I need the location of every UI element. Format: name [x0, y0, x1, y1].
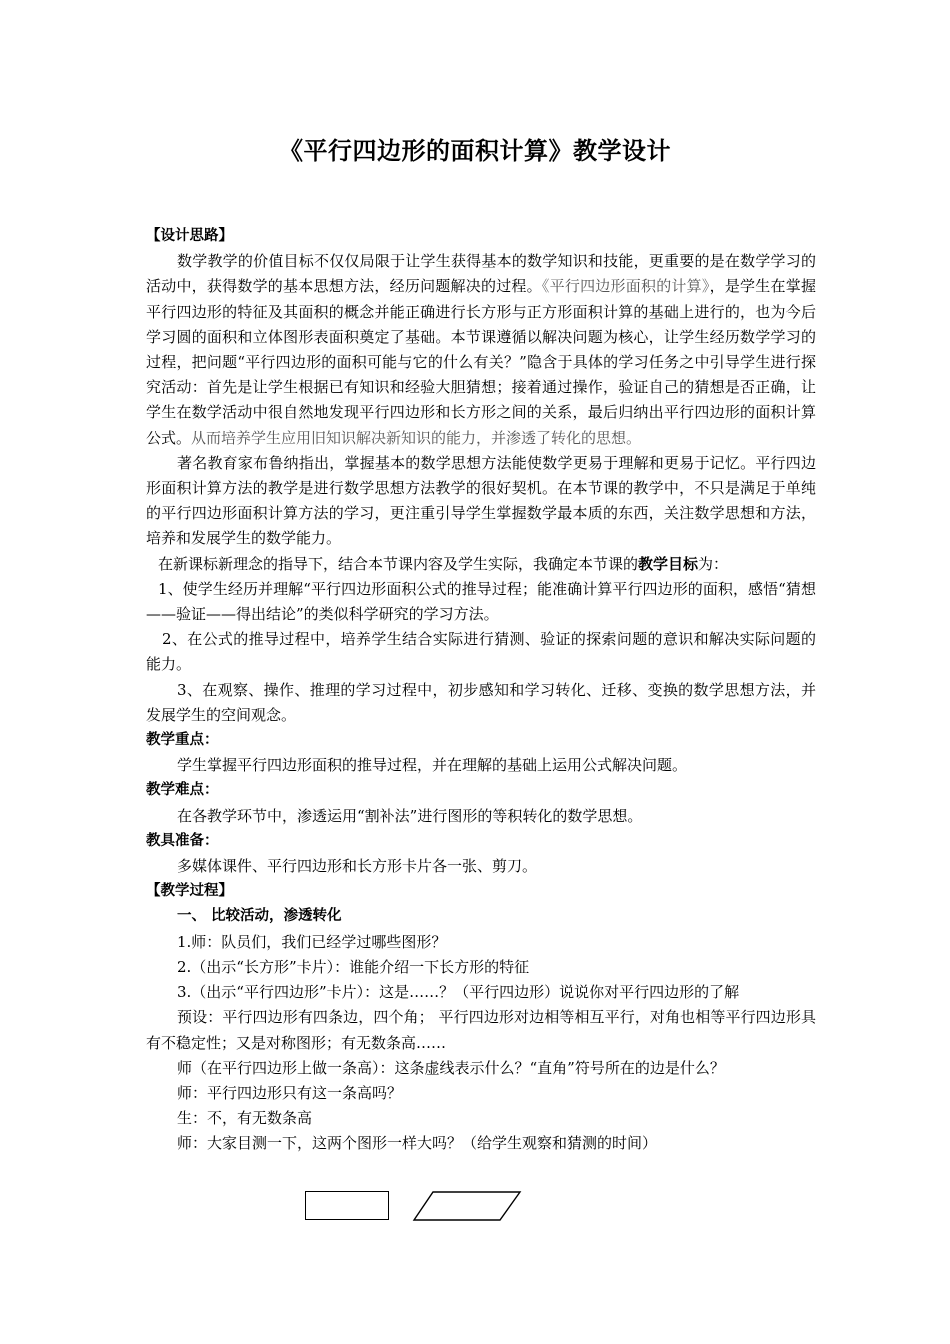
goal-intro: [146, 552, 816, 577]
goal-item-3: 3、在观察、操作、推理的学习过程中，初步感知和学习转化、迁移、变换的数学思想方法，并发展学生的空间观念。: [146, 680, 816, 724]
teacher-line-1: 师（在平行四边形上做一条高）：这条虚线表示什么？“直角”符号所在的边是什么？: [177, 1058, 725, 1077]
design-p1-part-c: ，是学生在掌握平行四边形的特征及其面积的概念并能正确进行长方形与正方形面积计算的基础上进行的，也为今后学习圆的面积和立体图形表面积奠定了基础。本节课遵循以解决问题为核心，让学生经历数学学习的过程，把问题“平行四边形的面积可能与它的什么有关？”隐含于具体的学习任务之中引导学生进行探究活动：首先是让学生根据已有知识和经验大胆猜想；接着通过操作，验证自己的猜想是否正确，让学生在数学活动中很自然地发现平行四边形和长方形之间的关系，最后归纳出平行四边形的面积计算公式。: [146, 277, 816, 447]
teacher-line-2: 师：平行四边形只有这一条高吗？: [177, 1083, 403, 1102]
design-p1-part-b: 《平行四边形面积的计算》: [541, 277, 710, 296]
teacher-line-3: 师：大家目测一下，这两个图形一样大吗？（给学生观察和猜测的时间）: [177, 1134, 658, 1153]
step-3: 3.（出示“平行四边形”卡片）：这是……？（平行四边形）说说你对平行四边形的了解: [177, 983, 740, 1002]
step-1: 1.师：队员们，我们已经学过哪些图形？: [177, 932, 447, 951]
design-p1-part-a: 数学教学的价值目标不仅仅局限于让学生获得基本的数学知识和技能，更重要的是在数学学习的活动中，获得数学的基本思想方法，经历问题解决的过程。: [146, 252, 816, 296]
document-title: 《平行四边形的面积计算》教学设计: [279, 137, 671, 165]
goal-intro-c: 为：: [698, 554, 729, 573]
difficulty-heading: 教学难点：: [146, 782, 219, 799]
student-line-1: 生：不，有无数条高: [177, 1109, 313, 1128]
design-paragraph-2: 著名教育家布鲁纳指出，掌握基本的数学思想方法能使数学更易于理解和更易于记忆。平行四边形面积计算方法的教学是进行数学思想方法教学的很好契机。在本节课的教学中，不只是满足于单纯的平行四边形面积计算方法的学习，更注重引导学生掌握数学最本质的东西，关注数学思想和方法，培养和发展学生的数学能力。: [146, 453, 816, 548]
goal-item-2: 2、在公式的推导过程中，培养学生结合实际进行猜测、验证的探索问题的意识和解决实际问题的能力。: [146, 630, 816, 674]
goal-intro-a: 在新课标新理念的指导下，结合本节课内容及学生实际，我确定本节课的: [158, 554, 639, 573]
design-heading: 【设计思路】: [146, 228, 233, 244]
document-body: [146, 224, 816, 1157]
preset-answer: 预设：平行四边形有四条边，四个角； 平行四边形对边相等相互平行，对角也相等平行四边形具有不稳定性；又是对称图形；有无数条高……: [146, 1008, 816, 1052]
tools-heading: 教具准备：: [146, 832, 219, 849]
section-1-heading: 一、 比较活动，渗透转化: [177, 908, 342, 925]
difficulty-text: 在各教学环节中，渗透运用“割补法”进行图形的等积转化的数学思想。: [177, 806, 643, 825]
step-2: 2.（出示“长方形”卡片）：谁能介绍一下长方形的特征: [177, 957, 530, 976]
goal-item-1: 1、使学生经历并理解“平行四边形面积公式的推导过程；能准确计算平行四边形的面积，感悟“猜想——验证——得出结论”的类似科学研究的学习方法。: [146, 579, 816, 624]
tools-text: 多媒体课件、平行四边形和长方形卡片各一张、剪刀。: [177, 857, 538, 876]
key-point-text: 学生掌握平行四边形面积的推导过程，并在理解的基础上运用公式解决问题。: [177, 756, 688, 775]
key-point-heading: 教学重点：: [146, 732, 219, 749]
goal-intro-emphasis: 教学目标: [638, 554, 699, 573]
process-heading: 【教学过程】: [146, 883, 233, 900]
parallelogram-shape: [412, 1190, 522, 1224]
rectangle-shape: [305, 1191, 389, 1220]
shapes-figure: [300, 1190, 530, 1226]
design-p1-part-d: 从而培养学生应用旧知识解决新知识的能力，并渗透了转化的思想。: [191, 428, 642, 447]
design-paragraph-1: [146, 249, 816, 451]
